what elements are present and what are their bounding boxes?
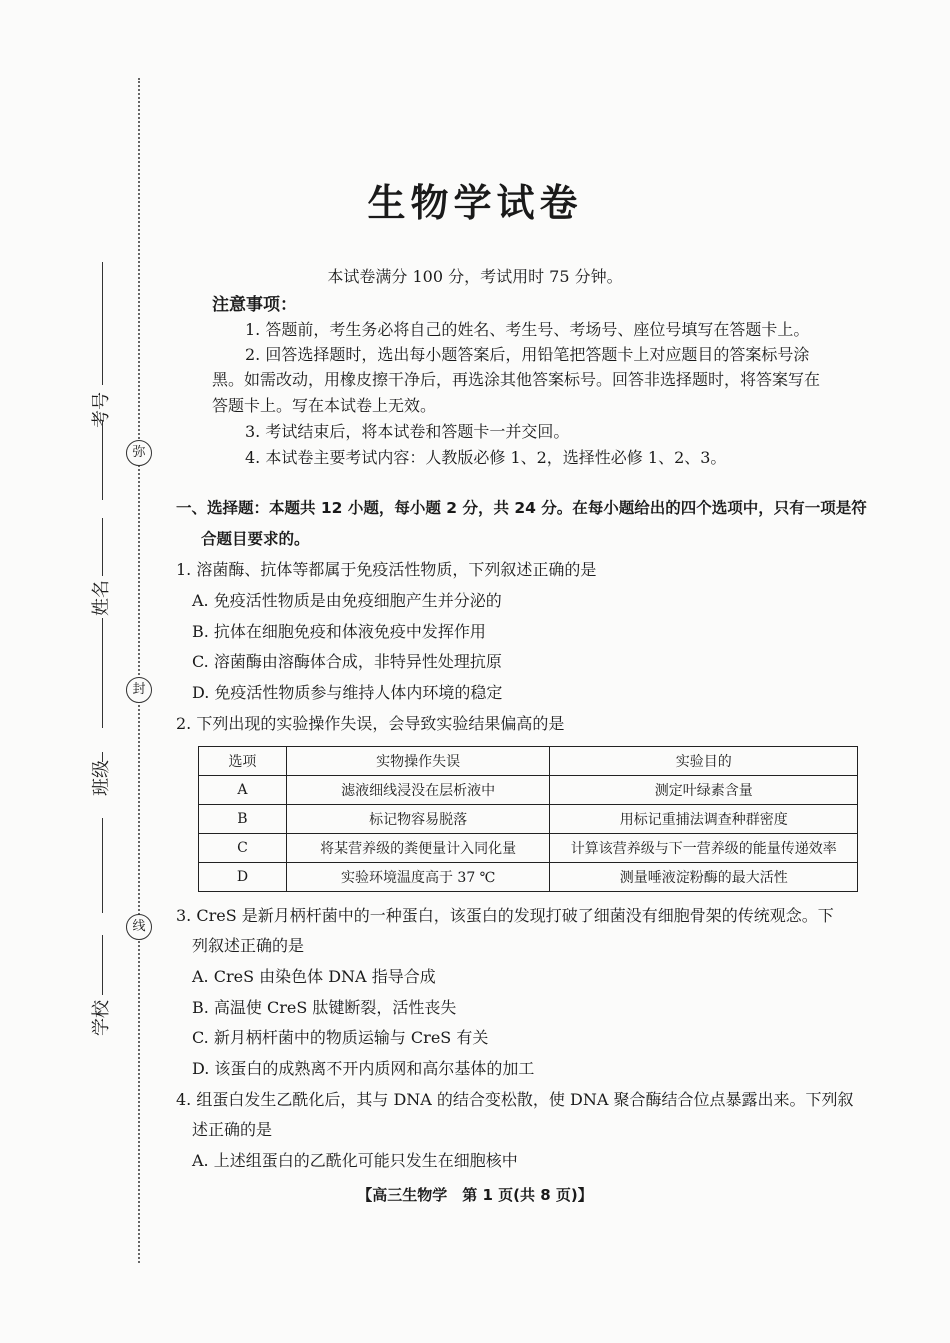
table-row bbox=[199, 863, 858, 892]
table-row bbox=[199, 805, 858, 834]
notice-line: 2. 回答选择题时，选出每小题答案后，用铅笔把答题卡上对应题目的答案标号涂 bbox=[245, 345, 810, 364]
table-cell: 测定叶绿素含量 bbox=[550, 776, 858, 805]
notice-line: 1. 答题前，考生务必将自己的姓名、考生号、考场号、座位号填写在答题卡上。 bbox=[245, 320, 810, 339]
table-cell: B bbox=[199, 805, 287, 834]
page-title: 生物学试卷 bbox=[367, 181, 583, 225]
table-cell: 计算该营养级与下一营养级的能量传递效率 bbox=[550, 834, 858, 863]
question-4-stem-cont: 述正确的是 bbox=[192, 1120, 273, 1139]
exam-info: 本试卷满分 100 分，考试用时 75 分钟。 bbox=[327, 267, 623, 286]
notice-line: 3. 考试结束后，将本试卷和答题卡一并交回。 bbox=[245, 422, 570, 441]
notice-line: 答题卡上。写在本试卷上无效。 bbox=[212, 396, 437, 415]
table-cell: D bbox=[199, 863, 287, 892]
binding-dotted-line bbox=[138, 78, 140, 1263]
table-header: 选项 bbox=[199, 747, 287, 776]
notice-line: 4. 本试卷主要考试内容：人教版必修 1、2，选择性必修 1、2、3。 bbox=[245, 448, 727, 467]
school-blank[interactable] bbox=[102, 935, 103, 995]
table-cell: C bbox=[199, 834, 287, 863]
notice-heading: 注意事项： bbox=[212, 295, 297, 315]
question-1-option-c: C. 溶菌酶由溶酶体合成，非特异性处理抗原 bbox=[192, 652, 502, 671]
name-blank[interactable] bbox=[102, 518, 103, 576]
question-2-stem: 2. 下列出现的实验操作失误，会导致实验结果偏高的是 bbox=[176, 714, 565, 733]
name-label: 姓名 bbox=[91, 580, 112, 616]
question-3-option-d: D. 该蛋白的成熟离不开内质网和高尔基体的加工 bbox=[192, 1059, 535, 1078]
question-1-option-b: B. 抗体在细胞免疫和体液免疫中发挥作用 bbox=[192, 622, 486, 641]
question-3-option-b: B. 高温使 CreS 肽键断裂，活性丧失 bbox=[192, 998, 457, 1017]
school-label: 学校 bbox=[91, 1000, 112, 1036]
table-row bbox=[199, 776, 858, 805]
experiment-table bbox=[198, 746, 858, 892]
question-3-stem: 3. CreS 是新月柄杆菌中的一种蛋白，该蛋白的发现打破了细菌没有细胞骨架的传统观念。下 bbox=[176, 906, 834, 925]
page-footer: 【高三生物学 第 1 页(共 8 页)】 bbox=[357, 1186, 593, 1204]
question-4-option-a: A. 上述组蛋白的乙酰化可能只发生在细胞核中 bbox=[192, 1151, 518, 1170]
table-cell: A bbox=[199, 776, 287, 805]
question-1-option-d: D. 免疫活性物质参与维持人体内环境的稳定 bbox=[192, 683, 503, 702]
class-blank-lower bbox=[102, 818, 103, 913]
exam-number-blank-lower bbox=[102, 420, 103, 500]
table-header: 实物操作失误 bbox=[286, 747, 550, 776]
table-cell: 测量唾液淀粉酶的最大活性 bbox=[550, 863, 858, 892]
seal-xian: 线 bbox=[126, 914, 152, 940]
notice-line: 黑。如需改动，用橡皮擦干净后，再选涂其他答案标号。回答非选择题时，将答案写在 bbox=[212, 370, 821, 389]
table-cell: 将某营养级的粪便量计入同化量 bbox=[286, 834, 550, 863]
name-blank-lower bbox=[102, 618, 103, 728]
question-3-option-a: A. CreS 由染色体 DNA 指导合成 bbox=[192, 967, 436, 986]
question-4-stem: 4. 组蛋白发生乙酰化后，其与 DNA 的结合变松散，使 DNA 聚合酶结合位点暴露出来。下列叙 bbox=[176, 1090, 854, 1109]
question-3-option-c: C. 新月柄杆菌中的物质运输与 CreS 有关 bbox=[192, 1028, 489, 1047]
question-3-stem-cont: 列叙述正确的是 bbox=[192, 936, 305, 955]
section-heading: 一、选择题：本题共 12 小题，每小题 2 分，共 24 分。在每小题给出的四个选项中，只有一项是符 bbox=[176, 499, 867, 517]
seal-feng: 封 bbox=[126, 677, 152, 703]
exam-number-label: 考号 bbox=[91, 392, 112, 428]
table-cell: 标记物容易脱落 bbox=[286, 805, 550, 834]
table-cell: 实验环境温度高于 37 ℃ bbox=[286, 863, 550, 892]
section-heading-cont: 合题目要求的。 bbox=[201, 530, 310, 548]
table-cell: 滤液细线浸没在层析液中 bbox=[286, 776, 550, 805]
table-row bbox=[199, 834, 858, 863]
question-1-option-a: A. 免疫活性物质是由免疫细胞产生并分泌的 bbox=[192, 591, 502, 610]
table-cell: 用标记重捕法调查种群密度 bbox=[550, 805, 858, 834]
table-header: 实验目的 bbox=[550, 747, 858, 776]
question-1-stem: 1. 溶菌酶、抗体等都属于免疫活性物质，下列叙述正确的是 bbox=[176, 560, 597, 579]
class-label: 班级 bbox=[91, 760, 112, 796]
table-header-row bbox=[199, 747, 858, 776]
seal-mi: 弥 bbox=[126, 440, 152, 466]
